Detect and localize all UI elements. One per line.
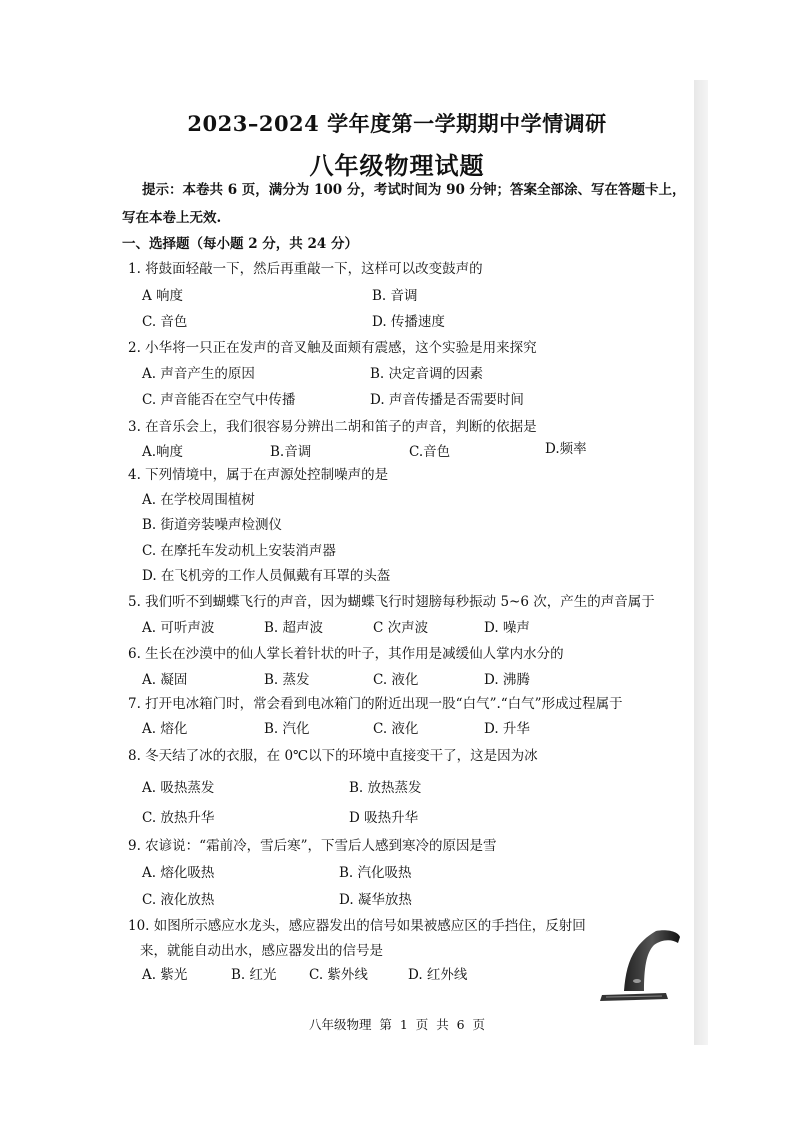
- question-stem: 7. 打开电冰箱门时，常会看到电冰箱门的附近出现一股“白气”.“白气”形成过程属于: [128, 696, 623, 712]
- option-a: A 响度: [142, 288, 184, 304]
- option-c: C.音色: [409, 444, 451, 460]
- option-b: B. 街道旁装噪声检测仪: [142, 517, 283, 533]
- question-stem: 3. 在音乐会上，我们很容易分辨出二胡和笛子的声音，判断的依据是: [128, 419, 537, 435]
- option-d: D. 红外线: [408, 967, 468, 983]
- question-stem: 1. 将鼓面轻敲一下，然后再重敲一下，这样可以改变鼓声的: [128, 261, 483, 277]
- option-d: D. 噪声: [484, 620, 530, 636]
- question-stem: 2. 小华将一只正在发声的音叉触及面颊有震感，这个实验是用来探究: [128, 340, 537, 356]
- option-d: D. 声音传播是否需要时间: [370, 392, 524, 408]
- option-c: C. 在摩托车发动机上安装消声器: [142, 543, 336, 559]
- option-b: B. 超声波: [264, 620, 324, 636]
- option-c: C 次声波: [373, 620, 429, 636]
- option-d: D. 升华: [484, 721, 530, 737]
- option-b: B. 决定音调的因素: [370, 366, 484, 382]
- question-stem: 6. 生长在沙漠中的仙人掌长着针状的叶子，其作用是减缓仙人掌内水分的: [128, 646, 564, 662]
- option-a: A. 紫光: [142, 967, 188, 983]
- option-c: C. 放热升华: [142, 810, 215, 826]
- option-a: A. 在学校周围植树: [142, 492, 255, 508]
- question-stem-continued: 来，就能自动出水，感应器发出的信号是: [140, 943, 383, 959]
- option-c: C. 紫外线: [309, 967, 368, 983]
- question-stem: 5. 我们听不到蝴蝶飞行的声音，因为蝴蝶飞行时翅膀每秒振动 5~6 次，产生的声音属于: [128, 594, 655, 610]
- option-a: A. 吸热蒸发: [142, 780, 215, 796]
- exam-subtitle: 八年级物理试题: [309, 151, 485, 180]
- option-d: D. 传播速度: [372, 314, 445, 330]
- option-c: C. 声音能否在空气中传播: [142, 392, 296, 408]
- option-a: A. 凝固: [142, 672, 188, 688]
- notice-line-1: 提示：本卷共 6 页，满分为 100 分，考试时间为 90 分钟；答案全部涂、写在答题卡上，: [142, 182, 686, 198]
- option-a: A. 可听声波: [142, 620, 215, 636]
- option-b: B. 蒸发: [264, 672, 310, 688]
- question-stem: 4. 下列情境中，属于在声源处控制噪声的是: [128, 467, 389, 483]
- option-d: D. 在飞机旁的工作人员佩戴有耳罩的头盔: [142, 568, 391, 584]
- option-b: B. 红光: [231, 967, 277, 983]
- option-c: C. 液化: [373, 721, 419, 737]
- question-stem: 10. 如图所示感应水龙头，感应器发出的信号如果被感应区的手挡住，反射回: [128, 918, 586, 934]
- option-c: C. 液化: [373, 672, 419, 688]
- option-d: D 吸热升华: [349, 810, 419, 826]
- question-stem: 8. 冬天结了冰的衣服，在 0℃以下的环境中直接变干了，这是因为冰: [128, 748, 538, 764]
- page-edge-shadow: [694, 80, 708, 1045]
- option-a: A. 熔化吸热: [142, 865, 215, 881]
- option-b: B. 汽化吸热: [339, 865, 412, 881]
- option-d: D.频率: [545, 441, 587, 457]
- notice-line-2: 写在本卷上无效.: [122, 210, 222, 226]
- option-a: A.响度: [142, 444, 184, 460]
- option-d: D. 沸腾: [484, 672, 530, 688]
- option-d: D. 凝华放热: [339, 892, 412, 908]
- exam-title: 2023–2024 学年度第一学期期中学情调研: [187, 111, 607, 136]
- option-b: B. 音调: [372, 288, 418, 304]
- option-c: C. 音色: [142, 314, 188, 330]
- option-b: B.音调: [270, 444, 312, 460]
- faucet-icon: [596, 925, 688, 1007]
- option-a: A. 熔化: [142, 721, 188, 737]
- page-footer: 八年级物理 第 1 页 共 6 页: [308, 1017, 486, 1032]
- option-b: B. 放热蒸发: [349, 780, 422, 796]
- option-c: C. 液化放热: [142, 892, 215, 908]
- option-a: A. 声音产生的原因: [142, 366, 255, 382]
- section-heading: 一、选择题（每小题 2 分，共 24 分）: [122, 236, 358, 252]
- option-b: B. 汽化: [264, 721, 310, 737]
- question-stem: 9. 农谚说：“霜前冷，雪后寒”，下雪后人感到寒冷的原因是雪: [128, 838, 497, 854]
